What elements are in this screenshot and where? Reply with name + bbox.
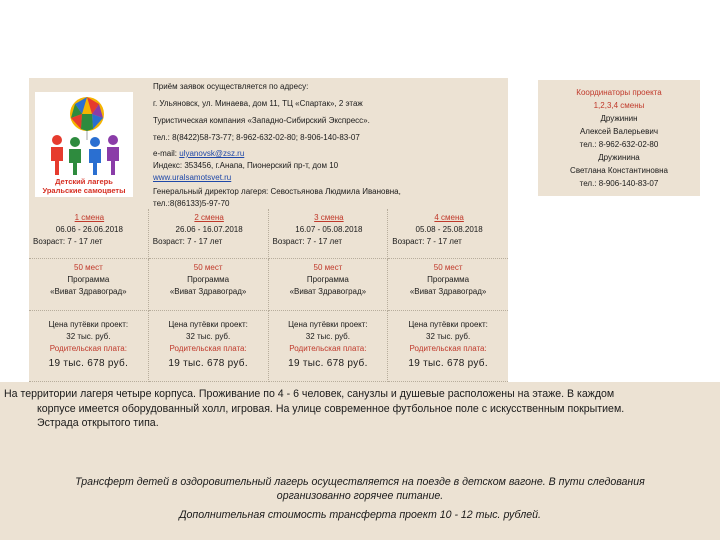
session-1-program xyxy=(29,259,149,311)
address-email-line xyxy=(153,148,508,160)
session-3-age: Возраст: 7 - 17 лет xyxy=(272,237,343,246)
camp-logo-graphic xyxy=(35,92,133,197)
session-4-program xyxy=(388,259,508,311)
places-count: 50 мест xyxy=(313,263,343,272)
coordinator-line: Светлана Константиновна xyxy=(570,166,668,175)
coordinators-panel xyxy=(538,80,700,196)
transfer-line: Трансферт детей в оздоровительный лагерь осуществляется на поезде в детском вагоне. В пути следования xyxy=(75,476,645,488)
price-value: 32 тыс. руб. xyxy=(66,332,111,341)
address-company: Туристическая компания «Западно-Сибирский Экспресс». xyxy=(153,116,370,125)
session-1-price xyxy=(29,311,149,382)
session-2-age: Возраст: 7 - 17 лет xyxy=(152,237,223,246)
parent-fee-label: Родительская плата: xyxy=(409,344,487,353)
parent-fee-label: Родительская плата: xyxy=(49,344,127,353)
program-label: Программа xyxy=(306,275,349,284)
parent-fee-label: Родительская плата: xyxy=(169,344,247,353)
website-link[interactable]: www.uralsamotsvet.ru xyxy=(153,173,232,182)
places-count: 50 мест xyxy=(74,263,103,272)
price-value: 32 тыс. руб. xyxy=(426,332,471,341)
description-line: корпусе имеется оборудованный холл, игровая. На улице современное футбольное поле с искусственным покрытием. xyxy=(37,402,625,415)
svg-text:Детский лагерь: Детский лагерь xyxy=(55,177,113,186)
coordinator-line: Дружинина xyxy=(598,153,640,162)
session-4-name: 4 смена xyxy=(434,213,464,222)
session-3-price xyxy=(269,311,389,382)
session-4-dates: 05.08 - 25.08.2018 xyxy=(415,225,483,234)
program-label: Программа xyxy=(427,275,470,284)
program-label: Программа xyxy=(67,275,110,284)
session-1-dates: 06.06 - 26.06.2018 xyxy=(55,225,123,234)
address-phones: тел.: 8(8422)58-73-77; 8-962-632-02-80; 8-906-140-83-07 xyxy=(153,133,360,142)
director-line: Генеральный директор лагеря: Севостьянова Людмила Ивановна, xyxy=(153,187,401,196)
parent-fee-value: 19 тыс. 678 руб. xyxy=(288,358,368,369)
price-value: 32 тыс. руб. xyxy=(186,332,231,341)
price-label: Цена путёвки проект: xyxy=(168,320,248,329)
address-index: Индекс: 353456, г.Анапа, Пионерский пр-т, дом 10 xyxy=(153,161,339,170)
description-line: Эстрада открытого типа. xyxy=(37,417,159,429)
coordinators-title: Координаторы проекта xyxy=(576,88,662,97)
session-2-program xyxy=(149,259,269,311)
session-3-name: 3 смена xyxy=(314,213,344,222)
program-name: «Виват Здравоград» xyxy=(289,287,367,296)
session-3-header xyxy=(269,209,389,259)
address-block xyxy=(153,78,508,210)
session-1-age: Возраст: 7 - 17 лет xyxy=(33,237,103,246)
address-intro: Приём заявок осуществляется по адресу: xyxy=(153,82,309,91)
places-count: 50 мест xyxy=(193,263,223,272)
coordinator-line: тел.: 8-962-632-02-80 xyxy=(579,140,659,149)
sessions-table xyxy=(29,209,508,382)
session-3-program xyxy=(269,259,389,311)
session-4-age: Возраст: 7 - 17 лет xyxy=(392,237,462,246)
program-label: Программа xyxy=(187,275,230,284)
program-name: «Виват Здравоград» xyxy=(169,287,247,296)
session-2-header xyxy=(149,209,269,259)
program-name: «Виват Здравоград» xyxy=(50,287,127,296)
address-city: г. Ульяновск, ул. Минаева, дом 11, ТЦ «Спартак», 2 этаж xyxy=(153,99,363,108)
coordinator-line: Дружинин xyxy=(600,114,638,123)
session-4-header xyxy=(388,209,508,259)
svg-text:Уральские самоцветы: Уральские самоцветы xyxy=(42,186,126,195)
price-label: Цена путёвки проект: xyxy=(408,320,488,329)
session-2-name: 2 смена xyxy=(194,213,224,222)
parent-fee-value: 19 тыс. 678 руб. xyxy=(168,358,248,369)
parent-fee-value: 19 тыс. 678 руб. xyxy=(48,358,129,369)
camp-logo xyxy=(35,92,133,197)
description-line: На территории лагеря четыре корпуса. Проживание по 4 - 6 человек, санузлы и душевые расположены на этаже. В каждом xyxy=(4,388,615,400)
price-label: Цена путёвки проект: xyxy=(288,320,368,329)
director-phone: тел.:8(86133)5-97-70 xyxy=(153,199,230,208)
price-label: Цена путёвки проект: xyxy=(48,320,129,329)
coordinator-line: Алексей Валерьевич xyxy=(579,127,659,136)
places-count: 50 мест xyxy=(433,263,463,272)
transfer-info xyxy=(20,475,700,503)
price-value: 32 тыс. руб. xyxy=(305,332,350,341)
session-1-header xyxy=(29,209,149,259)
camp-description xyxy=(0,387,720,431)
session-2-dates: 26.06 - 16.07.2018 xyxy=(175,225,243,234)
session-4-price xyxy=(388,311,508,382)
coordinator-line: тел.: 8-906-140-83-07 xyxy=(579,179,659,188)
transfer-line: организованно горячее питание. xyxy=(276,490,444,502)
parent-fee-value: 19 тыс. 678 руб. xyxy=(408,358,488,369)
session-3-dates: 16.07 - 05.08.2018 xyxy=(295,225,363,234)
session-1-name: 1 смена xyxy=(74,213,105,222)
parent-fee-label: Родительская плата: xyxy=(289,344,367,353)
transfer-cost: Дополнительная стоимость трансферта проект 10 - 12 тыс. рублей. xyxy=(179,509,541,521)
email-label: e-mail: xyxy=(153,149,178,158)
email-link[interactable]: ulyanovsk@zsz.ru xyxy=(179,149,245,158)
coordinators-sessions: 1,2,3,4 смены xyxy=(593,101,645,110)
program-name: «Виват Здравоград» xyxy=(409,287,487,296)
session-2-price xyxy=(149,311,269,382)
